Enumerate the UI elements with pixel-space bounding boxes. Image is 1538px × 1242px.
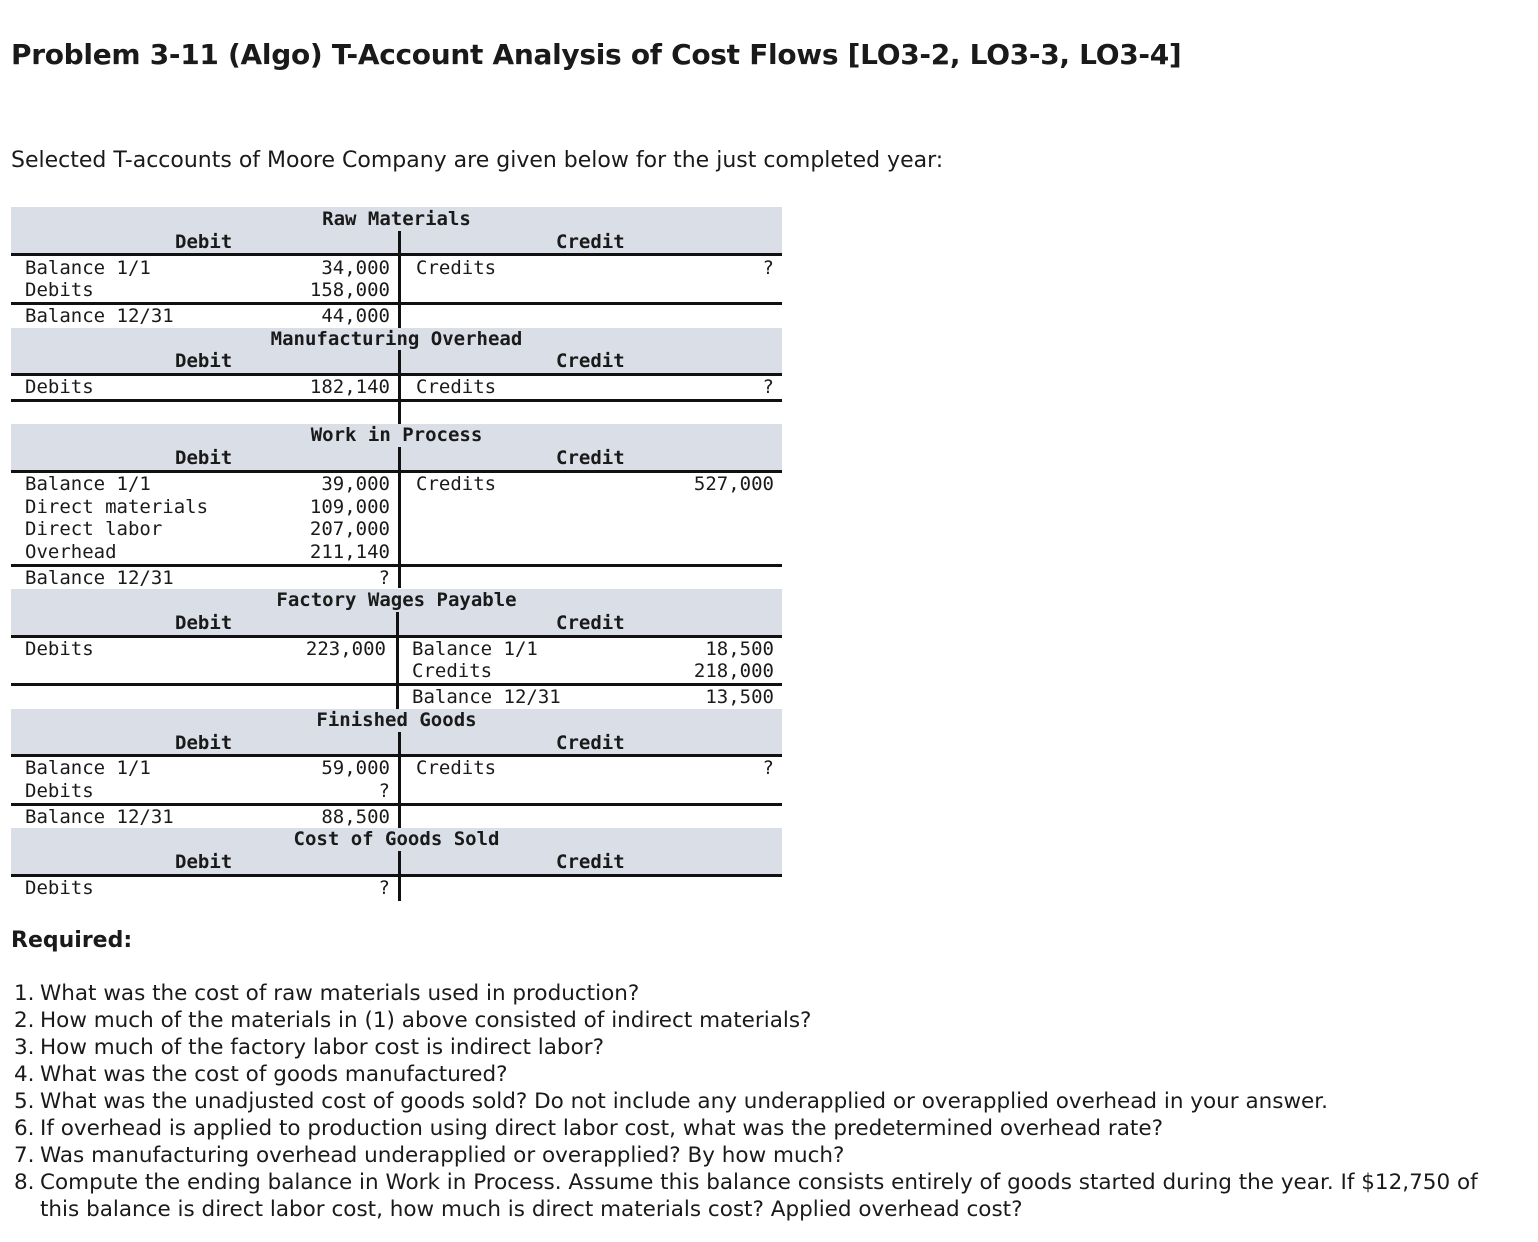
credit-label: Balance 1/1 [412,638,538,660]
account-title: Cost of Goods Sold [293,828,500,850]
debit-label: Balance 1/1 [25,473,151,495]
debit-label: Debits [25,877,94,899]
question-number: 1. [14,981,35,1006]
debit-header: Debit [175,732,233,754]
question-text: What was the cost of goods manufactured? [40,1062,508,1087]
credit-label: Balance 12/31 [412,686,561,708]
question-number: 6. [14,1116,35,1141]
question-text: Was manufacturing overhead underapplied or overapplied? By how much? [40,1143,845,1168]
list-item [14,1034,1490,1061]
credit-header: Credit [556,447,625,469]
credit-value: ? [762,757,774,779]
credit-label: Credits [416,257,497,279]
credit-value: ? [762,376,774,398]
account-title: Finished Goods [316,709,477,731]
credit-value: ? [762,257,774,279]
debit-value: 44,000 [321,305,390,327]
list-item [14,1115,1490,1142]
debit-value: ? [378,877,390,899]
debit-label: Direct materials [25,496,209,518]
debit-label: Debits [25,376,94,398]
account-title: Manufacturing Overhead [270,328,523,350]
debit-value: 39,000 [321,473,390,495]
question-text: If overhead is applied to production using direct labor cost, what was the predetermined overhead rate? [40,1116,1163,1141]
debit-value: 211,140 [309,541,390,563]
ending-balance-row [11,806,782,828]
table-row [11,757,782,779]
question-number: 8. [14,1170,35,1195]
question-number: 7. [14,1143,35,1168]
table-row [11,638,782,660]
question-number: 5. [14,1089,35,1114]
t-account-work-in-process [11,424,782,590]
credit-value: 218,000 [693,660,774,682]
list-item [14,1061,1490,1088]
t-account-raw-materials [11,207,782,330]
credit-header: Credit [556,851,625,873]
debit-label: Balance 12/31 [25,806,174,828]
credit-label: Credits [416,757,497,779]
t-account-factory-wages-payable [11,589,782,709]
debit-header: Debit [175,612,233,634]
question-number: 2. [14,1008,35,1033]
debit-header: Debit [175,447,233,469]
credit-label: Credits [416,473,497,495]
list-item [14,1142,1490,1169]
table-row [11,780,782,802]
table-row [11,541,782,563]
debit-header: Debit [175,851,233,873]
debit-value: 109,000 [309,496,390,518]
intro-text: Selected T-accounts of Moore Company are given below for the just completed year: [11,148,944,173]
t-account-finished-goods [11,709,782,829]
table-row [11,660,782,682]
debit-value: 223,000 [305,638,386,660]
required-heading: Required: [11,928,133,953]
table-row [11,877,782,899]
debit-label: Debits [25,638,94,660]
credit-header: Credit [556,612,625,634]
table-row [11,518,782,540]
credit-value: 18,500 [705,638,774,660]
debit-label: Balance 12/31 [25,305,174,327]
question-text: What was the unadjusted cost of goods sold? Do not include any underapplied or overapplied overhead in your answer. [40,1089,1328,1114]
question-text: Compute the ending balance in Work in Process. Assume this balance consists entirely of goods started during the year. If $12,750 of this balance is direct labor cost, how much is direct materials cost? Applied overhead cost? [40,1170,1478,1222]
debit-header: Debit [175,350,233,372]
ending-balance-row [11,686,782,708]
question-text: What was the cost of raw materials used in production? [40,981,640,1006]
question-number: 4. [14,1062,35,1087]
debit-value: 207,000 [309,518,390,540]
table-row [11,376,782,398]
list-item [14,1007,1490,1034]
list-item [14,1169,1490,1223]
credit-value: 13,500 [705,686,774,708]
credit-header: Credit [556,350,625,372]
ending-balance-row [11,567,782,589]
debit-value: 158,000 [309,279,390,301]
debit-label: Balance 1/1 [25,257,151,279]
table-row [11,257,782,279]
question-list [14,980,1490,1223]
debit-label: Balance 12/31 [25,567,174,589]
debit-value: ? [378,567,390,589]
t-account-cost-of-goods-sold [11,828,782,902]
table-row [11,279,782,301]
debit-label: Balance 1/1 [25,757,151,779]
credit-header: Credit [556,732,625,754]
debit-label: Overhead [25,541,117,563]
question-text: How much of the factory labor cost is indirect labor? [40,1035,604,1060]
question-number: 3. [14,1035,35,1060]
account-title: Work in Process [310,424,483,446]
table-row [11,473,782,495]
debit-header: Debit [175,231,233,253]
credit-label: Credits [416,376,497,398]
debit-label: Debits [25,279,94,301]
account-title: Factory Wages Payable [276,589,517,611]
debit-label: Direct labor [25,518,163,540]
table-row [11,496,782,518]
debit-label: Debits [25,780,94,802]
debit-value: 88,500 [321,806,390,828]
credit-header: Credit [556,231,625,253]
account-title: Raw Materials [322,208,471,230]
credit-value: 527,000 [693,473,774,495]
page-title: Problem 3-11 (Algo) T-Account Analysis of Cost Flows [LO3-2, LO3-3, LO3-4] [11,38,1182,71]
t-account-manufacturing-overhead [11,328,782,424]
ending-balance-row [11,305,782,327]
credit-label: Credits [412,660,493,682]
debit-value: 59,000 [321,757,390,779]
list-item [14,980,1490,1007]
debit-value: ? [378,780,390,802]
question-text: How much of the materials in (1) above consisted of indirect materials? [40,1008,812,1033]
list-item [14,1088,1490,1115]
debit-value: 34,000 [321,257,390,279]
debit-value: 182,140 [309,376,390,398]
